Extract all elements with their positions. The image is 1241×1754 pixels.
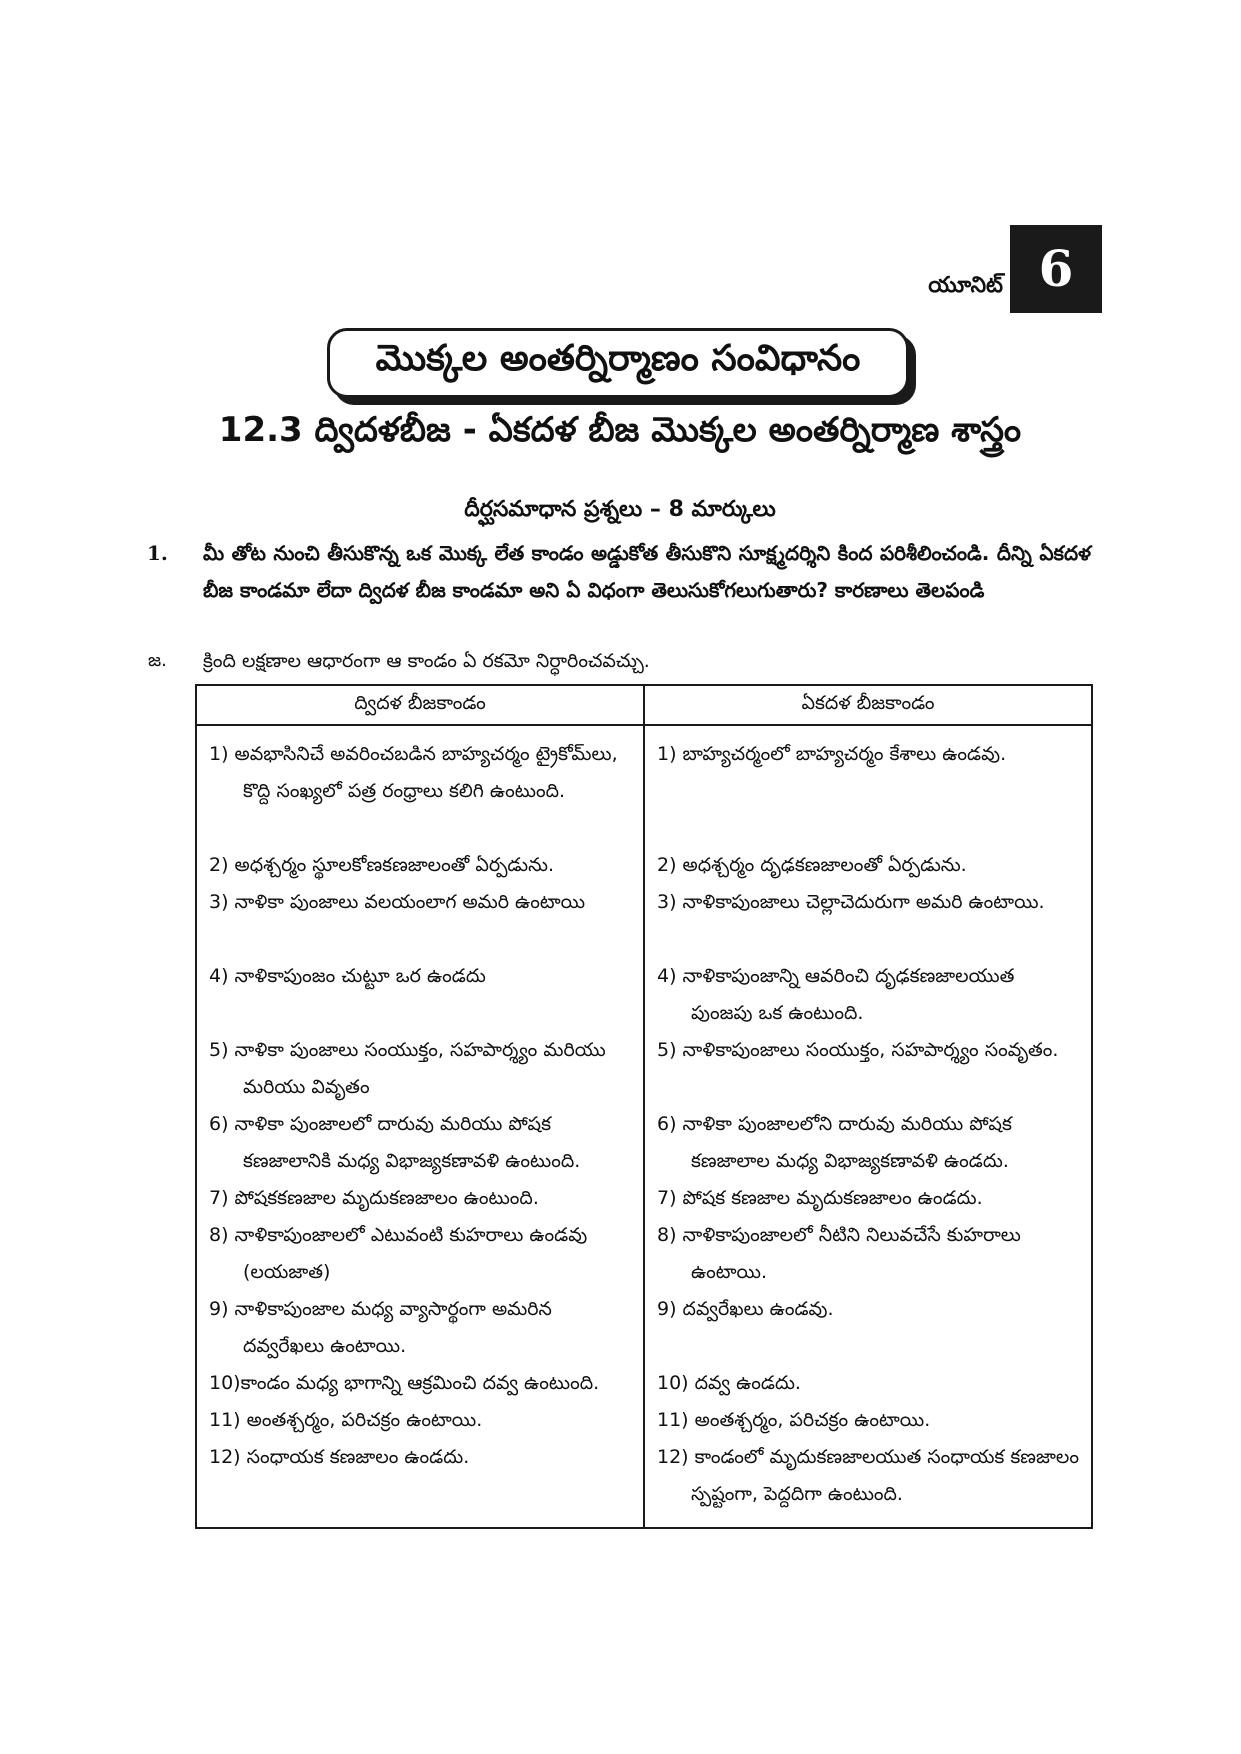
- monocot-item: 4) నాళికాపుంజాన్ని ఆవరించి దృఢకణజాలయుత పుంజపు ఒక ఉంటుంది.: [657, 965, 1015, 1024]
- dicot-item: 5) నాళికా పుంజాలు సంయుక్తం, సహపార్శ్యం మరియు మరియు వివృతం: [209, 1039, 606, 1098]
- dicot-item: 12) సంధాయక కణజాలం ఉండదు.: [209, 1446, 470, 1468]
- unit-number-badge: 6: [1010, 225, 1102, 313]
- monocot-item: 12) కాండంలో మృదుకణజాలయుత సంధాయక కణజాలం స్పష్టంగా, పెద్దదిగా ఉంటుంది.: [657, 1446, 1079, 1505]
- dicot-item: 10)కాండం మధ్య భాగాన్ని ఆక్రమించి దవ్వ ఉంటుంది.: [209, 1372, 600, 1394]
- monocot-item: 3) నాళికాపుంజాలు చెల్లాచెదురుగా అమరి ఉంటాయి.: [657, 891, 1045, 913]
- chapter-title-frame: [327, 328, 909, 398]
- dicot-column: [196, 725, 644, 1528]
- monocot-item: 2) అధశ్చర్మం దృఢకణజాలంతో ఏర్పడును.: [657, 854, 967, 876]
- unit-label: యూనిట్: [928, 273, 1003, 298]
- dicot-item: 6) నాళికా పుంజాలలో దారువు మరియు పోషక కణజాలానికి మధ్య విభాజ్యకణావళి ఉంటుంది.: [209, 1113, 581, 1172]
- header-dicot: ద్విదళ బీజకాండం: [196, 685, 644, 725]
- comparison-table: [195, 684, 1093, 1529]
- header-monocot: ఏకదళ బీజకాండం: [644, 685, 1092, 725]
- dicot-item: 2) అధశ్చర్మం స్థూలకోణకణజాలంతో ఏర్పడును.: [209, 854, 555, 876]
- chapter-title: మొక్కల అంతర్నిర్మాణం సంవిధానం: [327, 328, 909, 398]
- answer-label: జ.: [148, 650, 167, 671]
- table-body-row: [196, 725, 1092, 1528]
- monocot-item: 7) పోషక కణజాల మృదుకణజాలం ఉండదు.: [657, 1187, 983, 1209]
- dicot-item: 8) నాళికాపుంజాలలో ఎటువంటి కుహరాలు ఉండవు (లయజాత): [209, 1224, 588, 1283]
- dicot-item: 4) నాళికాపుంజం చుట్టూ ఒర ఉండదు: [209, 965, 486, 987]
- dicot-item: 11) అంతశ్చర్మం, పరిచక్రం ఉంటాయి.: [209, 1409, 483, 1431]
- monocot-item: 10) దవ్వ ఉండదు.: [657, 1372, 801, 1394]
- monocot-item: 11) అంతశ్చర్మం, పరిచక్రం ఉంటాయి.: [657, 1409, 931, 1431]
- dicot-item: 7) పోషకకణజాల మృదుకణజాలం ఉంటుంది.: [209, 1187, 539, 1209]
- monocot-item: 5) నాళికాపుంజాలు సంయుక్తం, సహపార్శ్యం సంవృతం.: [657, 1039, 1059, 1061]
- question-type-heading: దీర్ఘసమాధాన ప్రశ్నలు – 8 మార్కులు: [464, 497, 776, 522]
- answer-intro: క్రింది లక్షణాల ఆధారంగా ఆ కాండం ఏ రకమో నిర్ధారించవచ్చు.: [203, 650, 650, 672]
- dicot-item: 3) నాళికా పుంజాలు వలయంలాగ అమరి ఉంటాయి: [209, 891, 586, 913]
- monocot-column: [644, 725, 1092, 1528]
- question-text: మీ తోట నుంచి తీసుకొన్న ఒక మొక్క లేత కాండం అడ్డుకోత తీసుకొని సూక్ష్మదర్శిని కింద పరిశీలించండి. దీన్ని ఏకదళ బీజ కాండమా లేదా ద్విదళ బీజ కాండమా అని ఏ విధంగా తెలుసుకోగలుగుతారు? కారణాలు తెలపండి: [203, 541, 1091, 602]
- monocot-item: 1) బాహ్యచర్మంలో బాహ్యచర్మం కేశాలు ఉండవు.: [657, 743, 1007, 765]
- monocot-item: 6) నాళికా పుంజాలలోని దారువు మరియు పోషక కణజాలాల మధ్య విభాజ్యకణావళి ఉండదు.: [657, 1113, 1012, 1172]
- dicot-item: 9) నాళికాపుంజాల మధ్య వ్యాసార్థంగా అమరిన దవ్వరేఖలు ఉంటాయి.: [209, 1298, 552, 1357]
- monocot-item: 9) దవ్వరేఖలు ఉండవు.: [657, 1298, 834, 1320]
- dicot-item: 1) అవభాసినిచే అవరించబడిన బాహ్యచర్మం ట్రైకోమ్‌లు, కొద్ది సంఖ్యలో పత్ర రంధ్రాలు కలిగి ఉంటుంది.: [209, 743, 618, 802]
- monocot-item: 8) నాళికాపుంజాలలో నీటిని నిలువచేసే కుహరాలు ఉంటాయి.: [657, 1224, 1021, 1283]
- question-number: 1.: [147, 541, 168, 565]
- table-header-row: [196, 685, 1092, 725]
- section-title: 12.3 ద్విదళబీజ - ఏకదళ బీజ మొక్కల అంతర్నిర్మాణ శాస్త్రం: [218, 410, 1022, 450]
